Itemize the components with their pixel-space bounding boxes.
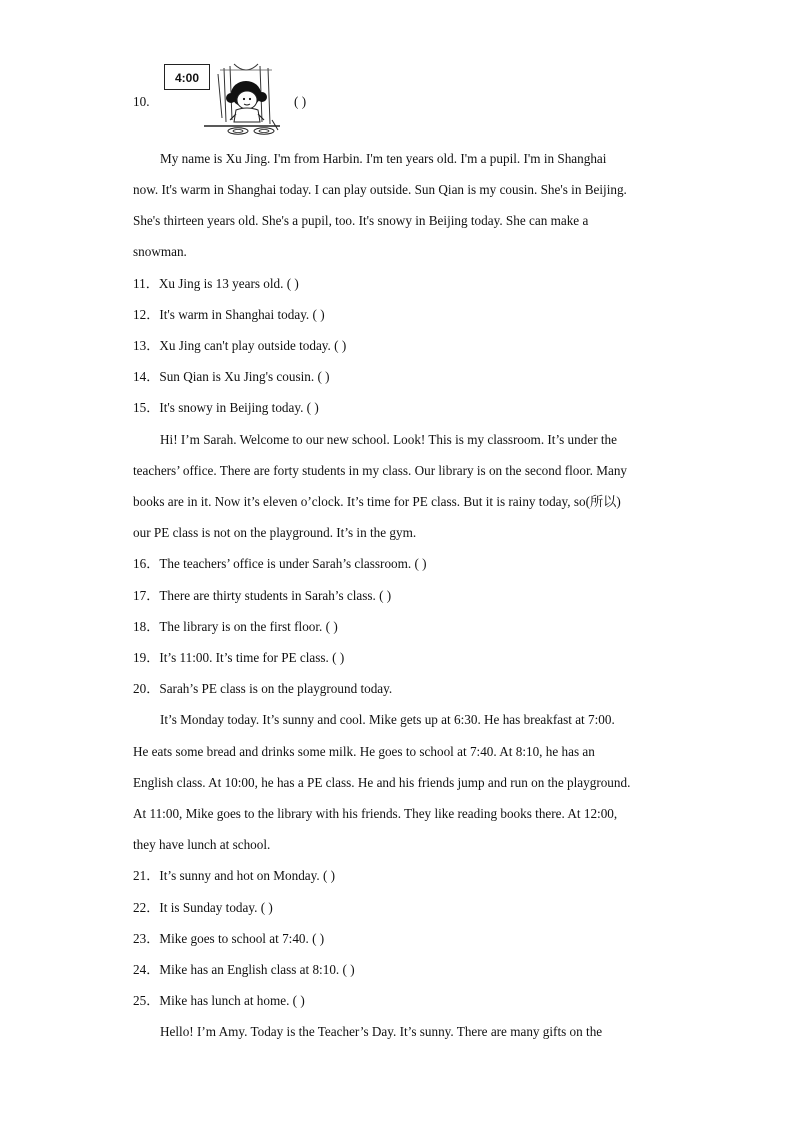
question-19: 19．It’s 11:00. It’s time for PE class. ( ) [133, 650, 345, 665]
question-14: 14．Sun Qian is Xu Jing's cousin. ( ) [133, 369, 330, 384]
question-21: 21．It’s sunny and hot on Monday. ( ) [133, 868, 336, 883]
passage-3-line-4: At 11:00, Mike goes to the library with his friends. They like reading books there. At 12:00, [133, 806, 618, 821]
passage-1-line-2: now. It's warm in Shanghai today. I can play outside. Sun Qian is my cousin. She's in Beijing. [133, 182, 627, 197]
passage-3-line-3: English class. At 10:00, he has a PE class. He and his friends jump and run on the playground. [133, 775, 631, 790]
passage-2-line-4: our PE class is not on the playground. It’s in the gym. [133, 525, 417, 540]
question-18: 18．The library is on the first floor. ( ) [133, 619, 338, 634]
passage-2-line-2: teachers’ office. There are forty students in my class. Our library is on the second floor. Many [133, 463, 628, 478]
question-10-answer-blank: ( ) [294, 94, 307, 109]
question-22: 22．It is Sunday today. ( ) [133, 900, 273, 915]
question-16: 16．The teachers’ office is under Sarah’s classroom. ( ) [133, 556, 427, 571]
question-24: 24．Mike has an English class at 8:10. ( ) [133, 962, 355, 977]
clock-time-box: 4:00 [164, 64, 210, 90]
question-10-number: 10. [133, 94, 150, 109]
passage-2-line-1: Hi! I’m Sarah. Welcome to our new school. Look! This is my classroom. It’s under the [160, 432, 617, 447]
passage-3-line-5: they have lunch at school. [133, 837, 271, 852]
question-25: 25．Mike has lunch at home. ( ) [133, 993, 305, 1008]
question-13: 13．Xu Jing can't play outside today. ( ) [133, 338, 347, 353]
question-11: 11．Xu Jing is 13 years old. ( ) [133, 276, 299, 291]
passage-3-line-2: He eats some bread and drinks some milk. He goes to school at 7:40. At 8:10, he has an [133, 744, 595, 759]
passage-4-line-1: Hello! I’m Amy. Today is the Teacher’s Day. It’s sunny. There are many gifts on the [160, 1024, 603, 1039]
question-20: 20．Sarah’s PE class is on the playground today. [133, 681, 393, 696]
passage-1-line-4: snowman. [133, 244, 187, 259]
passage-1-line-3: She's thirteen years old. She's a pupil, too. It's snowy in Beijing today. She can make a [133, 213, 589, 228]
passage-2-line-3: books are in it. Now it’s eleven o’clock. It’s time for PE class. But it is rainy today, so(所以) [133, 494, 621, 509]
question-17: 17．There are thirty students in Sarah’s class. ( ) [133, 588, 392, 603]
passage-3-line-1: It’s Monday today. It’s sunny and cool. Mike gets up at 6:30. He has breakfast at 7:00. [160, 712, 615, 727]
passage-1-line-1: My name is Xu Jing. I'm from Harbin. I'm ten years old. I'm a pupil. I'm in Shanghai [160, 151, 607, 166]
question-23: 23．Mike goes to school at 7:40. ( ) [133, 931, 325, 946]
question-15: 15．It's snowy in Beijing today. ( ) [133, 400, 319, 415]
question-12: 12．It's warm in Shanghai today. ( ) [133, 307, 325, 322]
